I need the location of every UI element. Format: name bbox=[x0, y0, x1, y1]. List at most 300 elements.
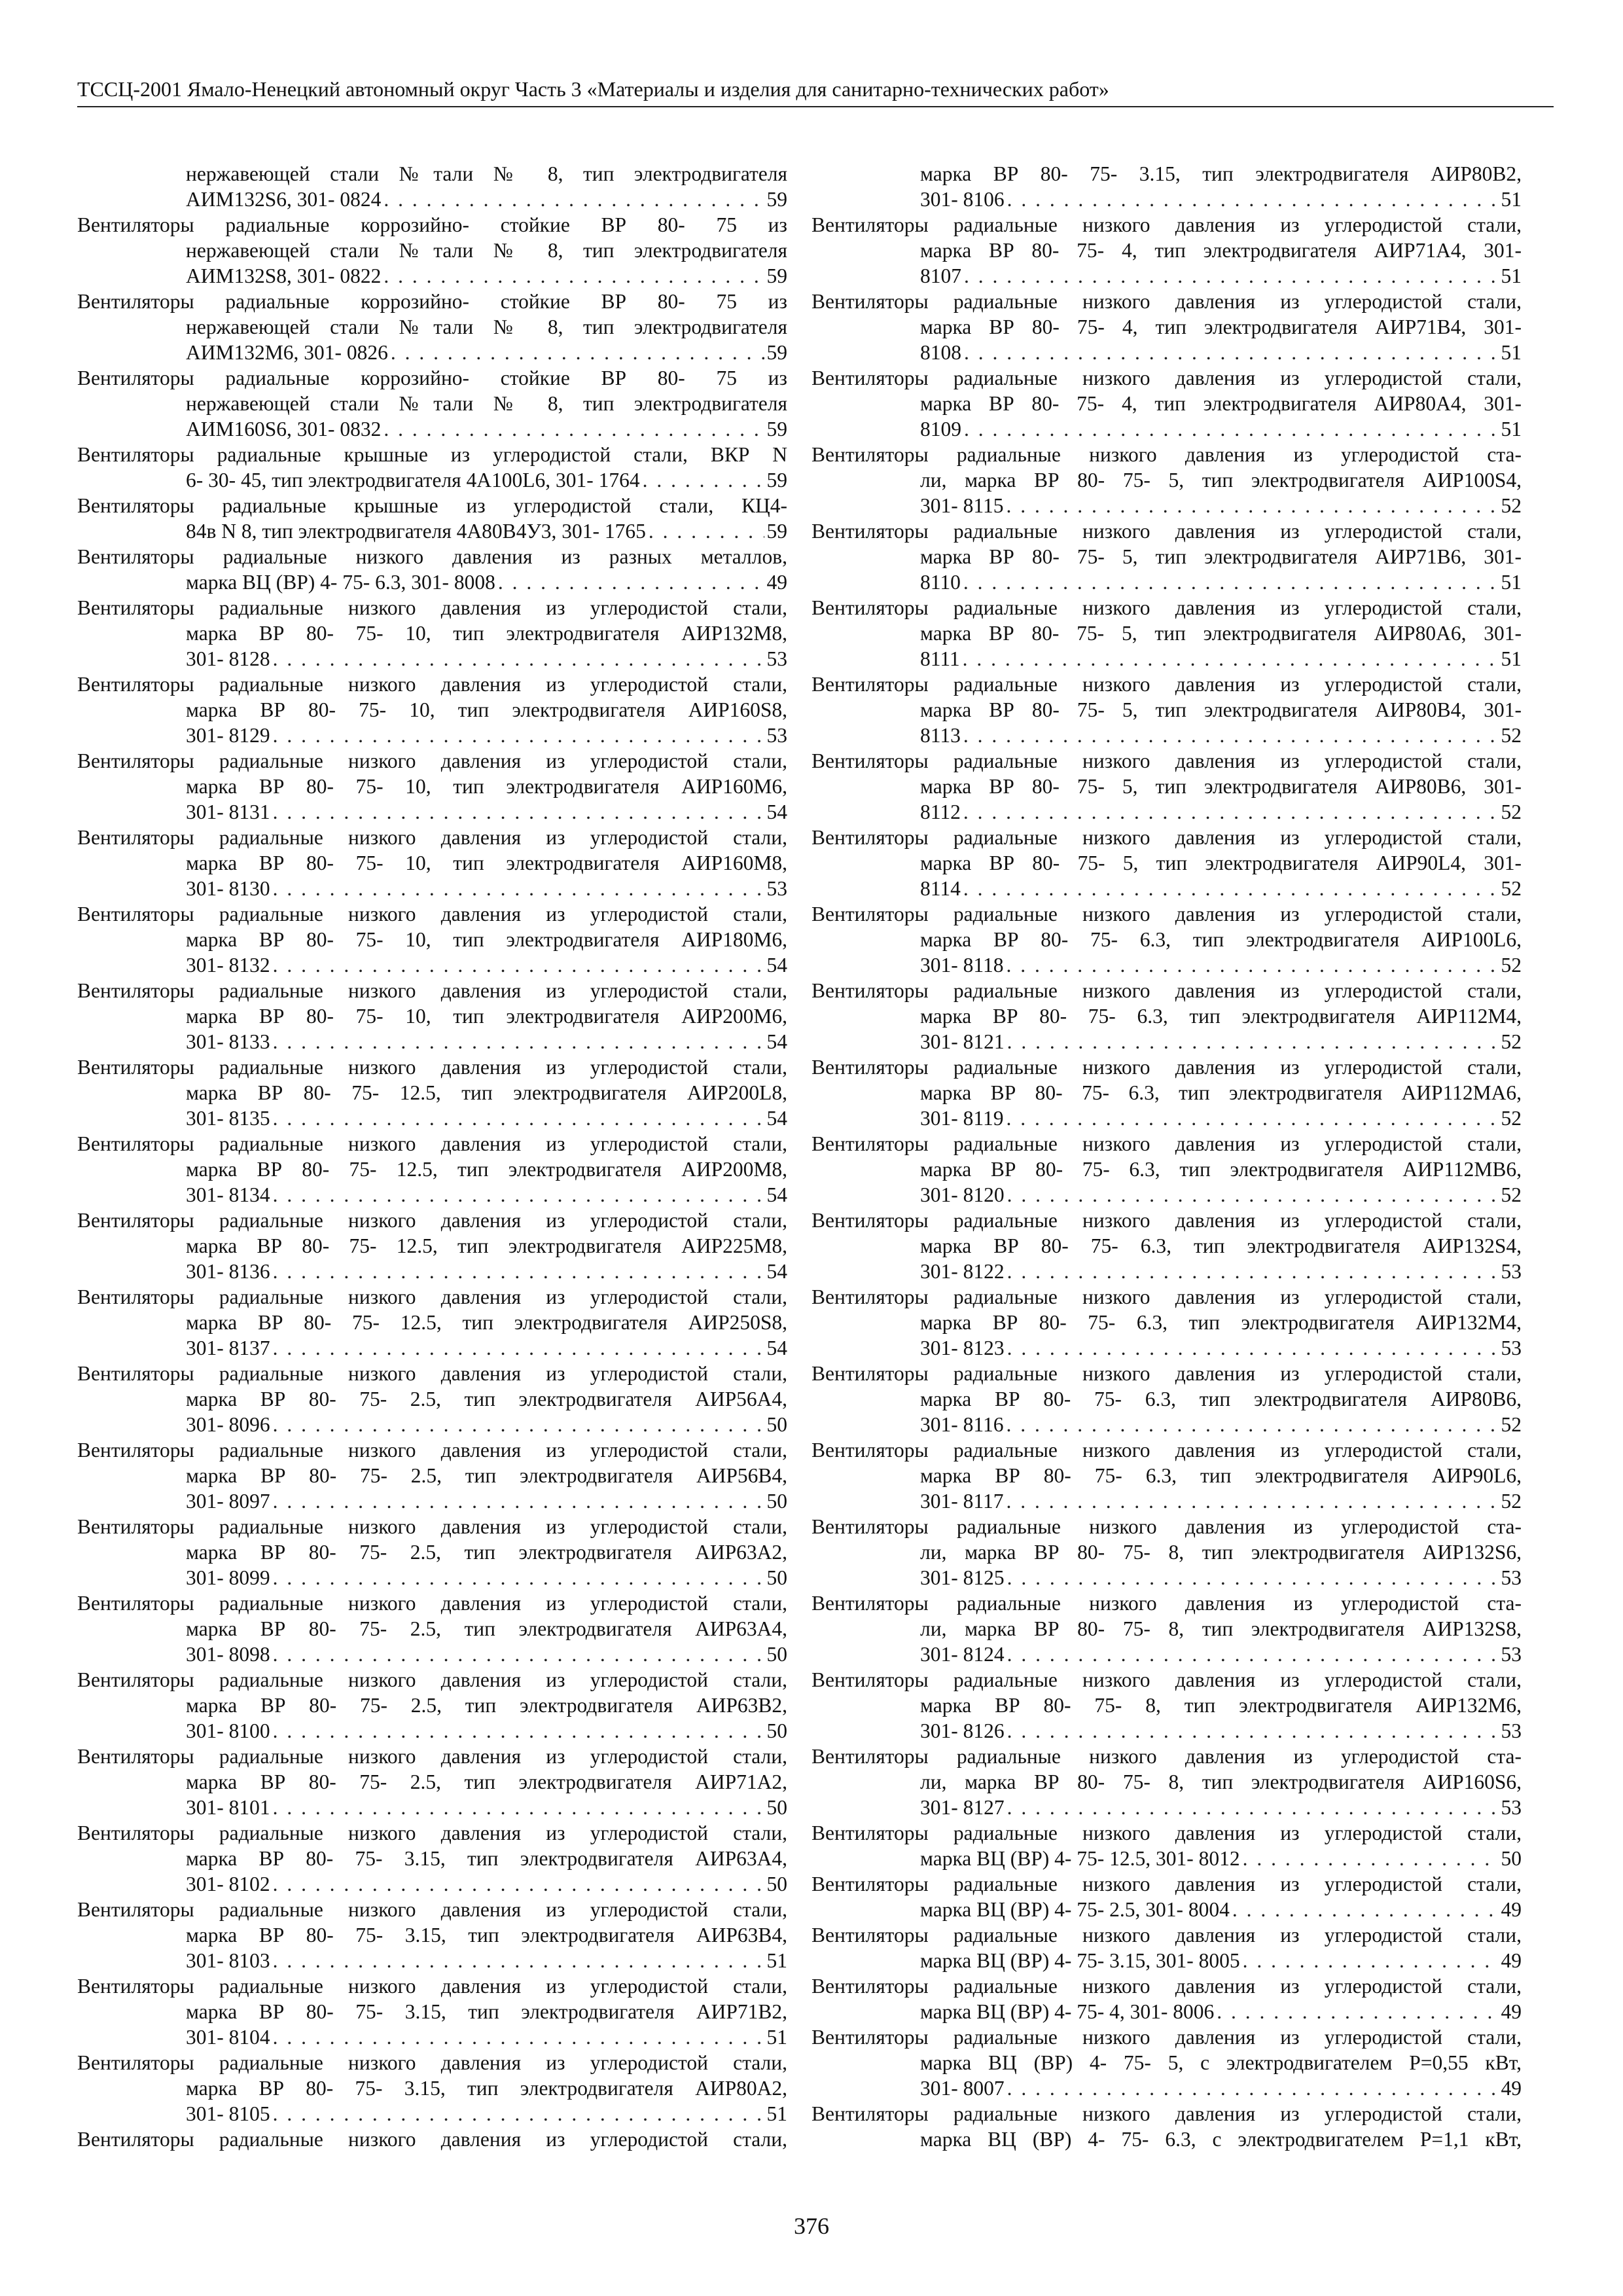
entry-code: 301- 8105 bbox=[186, 2102, 270, 2125]
entry-last-line bbox=[812, 416, 1522, 442]
index-entry bbox=[77, 672, 787, 748]
entry-page-number: 49 bbox=[1501, 1949, 1522, 1972]
index-entry bbox=[77, 1590, 787, 1667]
dot-leader bbox=[1007, 1335, 1499, 1361]
entry-code: 301- 8127 bbox=[920, 1796, 1005, 1819]
dot-leader bbox=[383, 187, 764, 212]
entry-page-number: 52 bbox=[1501, 800, 1522, 823]
entry-page-number: 51 bbox=[766, 2026, 787, 2049]
entry-continuation-line: марка ВР 80- 75- 3.15, тип электродвигателя АИР80А2, bbox=[186, 2077, 787, 2100]
index-entry bbox=[77, 1973, 787, 2050]
entry-continuation-line: марка ВР 80- 75- 3.15, тип электродвигателя АИР63А4, bbox=[186, 1847, 787, 1870]
entry-last-line bbox=[77, 2101, 787, 2126]
entry-code: 301- 8116 bbox=[920, 1413, 1004, 1436]
entry-page-number: 52 bbox=[1501, 1490, 1522, 1513]
entry-page-number: 52 bbox=[1501, 954, 1522, 977]
entry-page-number: 49 bbox=[1501, 1898, 1522, 1921]
index-entry bbox=[812, 1590, 1522, 1667]
entry-continuation-line: марка ВР 80- 75- 2.5, тип электродвигателя АИР63А4, bbox=[186, 1617, 787, 1640]
entry-page-number: 52 bbox=[1501, 1030, 1522, 1053]
entry-first-line: Вентиляторы радиальные крышные из углеродистой стали, КЦ4- bbox=[77, 494, 787, 517]
entry-first-line: Вентиляторы радиальные коррозийно- стойкие ВР 80- 75 из bbox=[77, 290, 787, 313]
entry-first-line: Вентиляторы радиальные низкого давления из углеродистой стали, bbox=[812, 1439, 1522, 1462]
entry-last-line bbox=[77, 1718, 787, 1744]
entry-continuation-line: ли, марка ВР 80- 75- 8, тип электродвигателя АИР160S6, bbox=[920, 1770, 1522, 1793]
entry-code: 301- 8099 bbox=[186, 1566, 270, 1589]
entry-page-number: 53 bbox=[1501, 1719, 1522, 1742]
entry-code: 8109 bbox=[920, 418, 961, 440]
entry-code: марка ВЦ (ВР) 4- 75- 4, 301- 8006 bbox=[920, 2000, 1215, 2023]
entry-code: 301- 8128 bbox=[186, 647, 270, 670]
index-entry bbox=[77, 1054, 787, 1131]
index-entry bbox=[812, 365, 1522, 442]
entry-page-number: 51 bbox=[1501, 418, 1522, 440]
entry-continuation-line: марка ВР 80- 75- 5, тип электродвигателя АИР71В6, 301- bbox=[920, 545, 1522, 568]
entry-code: 301- 8135 bbox=[186, 1107, 270, 1130]
entry-code: 301- 8134 bbox=[186, 1183, 270, 1206]
entry-last-line bbox=[812, 1565, 1522, 1590]
index-entry bbox=[812, 1871, 1522, 1922]
index-entry bbox=[77, 901, 787, 978]
entry-last-line bbox=[77, 416, 787, 442]
entry-last-line bbox=[812, 1897, 1522, 1922]
dot-leader bbox=[649, 518, 764, 544]
index-entry bbox=[812, 748, 1522, 825]
dot-leader bbox=[964, 416, 1499, 442]
index-entry bbox=[77, 1284, 787, 1361]
dot-leader bbox=[383, 263, 764, 289]
index-entry bbox=[77, 1514, 787, 1590]
index-entry bbox=[77, 595, 787, 672]
entry-code: АИМ132S6, 301- 0824 bbox=[186, 188, 382, 211]
entry-code: марка ВЦ (ВР) 4- 75- 12.5, 301- 8012 bbox=[920, 1847, 1240, 1870]
entry-code: 8112 bbox=[920, 800, 961, 823]
dot-leader bbox=[273, 1948, 764, 1973]
entry-page-number: 52 bbox=[1501, 494, 1522, 517]
entry-first-line: Вентиляторы радиальные низкого давления из углеродистой стали, bbox=[77, 1209, 787, 1232]
dot-leader bbox=[964, 340, 1499, 365]
index-entry bbox=[812, 518, 1522, 595]
entry-code: 301- 8123 bbox=[920, 1336, 1005, 1359]
entry-code: 301- 8125 bbox=[920, 1566, 1005, 1589]
entry-code: 301- 8103 bbox=[186, 1949, 270, 1972]
index-entry bbox=[812, 1208, 1522, 1284]
entry-page-number: 50 bbox=[766, 1873, 787, 1895]
entry-first-line: Вентиляторы радиальные низкого давления из углеродистой стали, bbox=[812, 520, 1522, 543]
entry-code: 8110 bbox=[920, 571, 961, 594]
entry-first-line: Вентиляторы радиальные низкого давления из углеродистой стали, bbox=[77, 1592, 787, 1615]
entry-code: 301- 8129 bbox=[186, 724, 270, 747]
entry-first-line: Вентиляторы радиальные низкого давления из углеродистой стали, bbox=[812, 2102, 1522, 2125]
dot-leader bbox=[1006, 952, 1498, 978]
entry-last-line bbox=[77, 340, 787, 365]
entry-code: 8111 bbox=[920, 647, 960, 670]
index-entry bbox=[77, 212, 787, 289]
entry-first-line: Вентиляторы радиальные низкого давления из углеродистой стали, bbox=[77, 1515, 787, 1538]
index-entry bbox=[77, 1208, 787, 1284]
entry-page-number: 54 bbox=[766, 800, 787, 823]
entry-page-number: 49 bbox=[1501, 2000, 1522, 2023]
entry-page-number: 51 bbox=[766, 1949, 787, 1972]
entry-first-line: Вентиляторы радиальные низкого давления из углеродистой ста- bbox=[812, 1745, 1522, 1768]
entry-last-line bbox=[77, 799, 787, 825]
entry-first-line: Вентиляторы радиальные низкого давления из углеродистой стали, bbox=[812, 367, 1522, 389]
entry-first-line: Вентиляторы радиальные низкого давления из разных металлов, bbox=[77, 545, 787, 568]
entry-code: 301- 8104 bbox=[186, 2026, 270, 2049]
entry-page-number: 49 bbox=[766, 571, 787, 594]
dot-leader bbox=[273, 952, 764, 978]
index-entry bbox=[77, 365, 787, 442]
entry-last-line bbox=[812, 1105, 1522, 1131]
entry-first-line: Вентиляторы радиальные низкого давления из углеродистой стали, bbox=[77, 1975, 787, 1998]
dot-leader bbox=[963, 799, 1499, 825]
entry-first-line: Вентиляторы радиальные низкого давления из углеродистой стали, bbox=[77, 596, 787, 619]
index-entry bbox=[812, 161, 1522, 212]
entry-continuation-line: нержавеющей стали №тали № 8, тип электродвигателя bbox=[186, 162, 787, 185]
entry-first-line: Вентиляторы радиальные низкого давления из углеродистой ста- bbox=[812, 1592, 1522, 1615]
index-entry bbox=[77, 748, 787, 825]
dot-leader bbox=[963, 646, 1499, 672]
entry-last-line bbox=[77, 2024, 787, 2050]
dot-leader bbox=[273, 1718, 764, 1744]
entry-code: 301- 8098 bbox=[186, 1643, 270, 1666]
entry-last-line bbox=[77, 876, 787, 901]
entry-continuation-line: марка ВР 80- 75- 2.5, тип электродвигателя АИР71А2, bbox=[186, 1770, 787, 1793]
entry-continuation-line: марка ВР 80- 75- 10, тип электродвигателя АИР160S8, bbox=[186, 698, 787, 721]
entry-continuation-line: марка ВР 80- 75- 12.5, тип электродвигателя АИР200М8, bbox=[186, 1158, 787, 1181]
entry-last-line bbox=[812, 723, 1522, 748]
entry-code: 6- 30- 45, тип электродвигателя 4А100L6, 301- 1764 bbox=[186, 469, 640, 492]
entry-code: 301- 8007 bbox=[920, 2077, 1005, 2100]
entry-code: 301- 8117 bbox=[920, 1490, 1004, 1513]
entry-code: 301- 8136 bbox=[186, 1260, 270, 1283]
dot-leader bbox=[1006, 1412, 1498, 1437]
dot-leader bbox=[273, 1565, 764, 1590]
entry-first-line: Вентиляторы радиальные низкого давления из углеродистой стали, bbox=[77, 1668, 787, 1691]
entry-continuation-line: марка ВЦ (ВР) 4- 75- 5, с электродвигателем Р=0,55 кВт, bbox=[920, 2051, 1522, 2074]
entry-page-number: 59 bbox=[766, 341, 787, 364]
entry-page-number: 51 bbox=[1501, 188, 1522, 211]
index-entry bbox=[812, 1667, 1522, 1744]
entry-continuation-line: марка ВР 80- 75- 6.3, тип электродвигателя АИР90L6, bbox=[920, 1464, 1522, 1487]
dot-leader bbox=[498, 569, 764, 595]
entry-continuation-line: нержавеющей стали №тали № 8, тип электродвигателя bbox=[186, 315, 787, 338]
entry-last-line bbox=[77, 1335, 787, 1361]
index-entry bbox=[77, 493, 787, 544]
entry-last-line bbox=[812, 1846, 1522, 1871]
dot-leader bbox=[1232, 1897, 1499, 1922]
entry-first-line: Вентиляторы радиальные низкого давления из углеродистой стали, bbox=[812, 213, 1522, 236]
index-entry bbox=[812, 1284, 1522, 1361]
entry-last-line bbox=[812, 1412, 1522, 1437]
dot-leader bbox=[273, 799, 764, 825]
entry-continuation-line: марка ВР 80- 75- 6.3, тип электродвигателя АИР100L6, bbox=[920, 928, 1522, 951]
index-entry bbox=[812, 1922, 1522, 1973]
index-entry bbox=[812, 2101, 1522, 2152]
entry-first-line: Вентиляторы радиальные низкого давления из углеродистой стали, bbox=[812, 1668, 1522, 1691]
entry-last-line bbox=[812, 1182, 1522, 1208]
entry-last-line bbox=[77, 263, 787, 289]
entry-last-line bbox=[77, 1871, 787, 1897]
entry-continuation-line: марка ВР 80- 75- 6.3, тип электродвигателя АИР80В6, bbox=[920, 1388, 1522, 1410]
entry-last-line bbox=[77, 1412, 787, 1437]
entry-last-line bbox=[812, 1641, 1522, 1667]
dot-leader bbox=[391, 340, 764, 365]
index-entry bbox=[812, 1131, 1522, 1208]
index-entry bbox=[77, 289, 787, 365]
entry-first-line: Вентиляторы радиальные низкого давления из углеродистой стали, bbox=[77, 2051, 787, 2074]
dot-leader bbox=[1007, 1029, 1499, 1054]
entry-first-line: Вентиляторы радиальные низкого давления из углеродистой стали, bbox=[812, 1873, 1522, 1895]
entry-last-line bbox=[812, 952, 1522, 978]
entry-first-line: Вентиляторы радиальные низкого давления из углеродистой стали, bbox=[812, 290, 1522, 313]
page-header: ТССЦ-2001 Ямало-Ненецкий автономный округ Часть 3 «Материалы и изделия для санитарно-технических работ» bbox=[77, 77, 1109, 101]
index-entry bbox=[77, 161, 787, 212]
dot-leader bbox=[1007, 1641, 1499, 1667]
entry-last-line bbox=[812, 340, 1522, 365]
entry-first-line: Вентиляторы радиальные низкого давления из углеродистой стали, bbox=[812, 1056, 1522, 1079]
index-entry bbox=[77, 1437, 787, 1514]
entry-last-line bbox=[77, 569, 787, 595]
entry-continuation-line: марка ВЦ (ВР) 4- 75- 6.3, с электродвигателем Р=1,1 кВт, bbox=[920, 2128, 1522, 2151]
index-entry bbox=[812, 672, 1522, 748]
entry-first-line: Вентиляторы радиальные низкого давления из углеродистой стали, bbox=[812, 1821, 1522, 1844]
dot-leader bbox=[1217, 1999, 1498, 2024]
entry-page-number: 51 bbox=[766, 2102, 787, 2125]
entry-first-line: Вентиляторы радиальные низкого давления из углеродистой стали, bbox=[812, 826, 1522, 849]
entry-page-number: 52 bbox=[1501, 1107, 1522, 1130]
entry-last-line bbox=[812, 1948, 1522, 1973]
entry-page-number: 50 bbox=[766, 1643, 787, 1666]
entry-last-line bbox=[77, 1029, 787, 1054]
dot-leader bbox=[273, 876, 764, 901]
entry-page-number: 53 bbox=[1501, 1260, 1522, 1283]
entry-continuation-line: марка ВР 80- 75- 12.5, тип электродвигателя АИР200L8, bbox=[186, 1081, 787, 1104]
entry-last-line bbox=[812, 1335, 1522, 1361]
entry-code: 301- 8101 bbox=[186, 1796, 270, 1819]
entry-last-line bbox=[77, 1795, 787, 1820]
entry-first-line: Вентиляторы радиальные низкого давления из углеродистой стали, bbox=[77, 1132, 787, 1155]
dot-leader bbox=[273, 1182, 764, 1208]
index-entry bbox=[812, 442, 1522, 518]
index-entry bbox=[812, 212, 1522, 289]
entry-page-number: 51 bbox=[1501, 341, 1522, 364]
entry-continuation-line: марка ВР 80- 75- 6.3, тип электродвигателя АИР112М4, bbox=[920, 1005, 1522, 1028]
entry-code: АИМ132S8, 301- 0822 bbox=[186, 264, 382, 287]
entry-page-number: 59 bbox=[766, 264, 787, 287]
index-entry bbox=[77, 978, 787, 1054]
dot-leader bbox=[273, 2024, 764, 2050]
entry-continuation-line: марка ВР 80- 75- 6.3, тип электродвигателя АИР132S4, bbox=[920, 1234, 1522, 1257]
entry-code: 301- 8118 bbox=[920, 954, 1004, 977]
entry-code: 8108 bbox=[920, 341, 961, 364]
entry-page-number: 53 bbox=[766, 877, 787, 900]
index-entry bbox=[812, 595, 1522, 672]
dot-leader bbox=[963, 723, 1499, 748]
entry-page-number: 51 bbox=[1501, 264, 1522, 287]
index-entry bbox=[77, 2050, 787, 2126]
entry-code: 301- 8130 bbox=[186, 877, 270, 900]
entry-first-line: Вентиляторы радиальные низкого давления из углеродистой стали, bbox=[812, 596, 1522, 619]
entry-continuation-line: марка ВР 80- 75- 10, тип электродвигателя АИР160М8, bbox=[186, 852, 787, 874]
dot-leader bbox=[273, 1029, 764, 1054]
entry-page-number: 53 bbox=[1501, 1336, 1522, 1359]
entry-continuation-line: марка ВР 80- 75- 6.3, тип электродвигателя АИР132М4, bbox=[920, 1311, 1522, 1334]
entry-continuation-line: марка ВР 80- 75- 4, тип электродвигателя АИР80А4, 301- bbox=[920, 392, 1522, 415]
entry-continuation-line: марка ВР 80- 75- 8, тип электродвигателя АИР132М6, bbox=[920, 1694, 1522, 1717]
page-number: 376 bbox=[794, 2213, 829, 2239]
entry-last-line bbox=[77, 1105, 787, 1131]
entry-first-line: Вентиляторы радиальные низкого давления из углеродистой стали, bbox=[812, 749, 1522, 772]
index-entry bbox=[812, 1514, 1522, 1590]
dot-leader bbox=[383, 416, 764, 442]
entry-code: 301- 8122 bbox=[920, 1260, 1005, 1283]
index-entry bbox=[77, 825, 787, 901]
index-entry bbox=[812, 1437, 1522, 1514]
entry-first-line: Вентиляторы радиальные низкого давления из углеродистой стали, bbox=[812, 673, 1522, 696]
entry-first-line: Вентиляторы радиальные низкого давления из углеродистой стали, bbox=[812, 1362, 1522, 1385]
entry-first-line: Вентиляторы радиальные низкого давления из углеродистой стали, bbox=[77, 1439, 787, 1462]
entry-page-number: 59 bbox=[766, 520, 787, 543]
index-entry bbox=[77, 442, 787, 493]
entry-page-number: 54 bbox=[766, 1260, 787, 1283]
entry-first-line: Вентиляторы радиальные низкого давления из углеродистой ста- bbox=[812, 1515, 1522, 1538]
index-entry bbox=[77, 1667, 787, 1744]
entry-code: 301- 8126 bbox=[920, 1719, 1005, 1742]
entry-page-number: 51 bbox=[1501, 571, 1522, 594]
entry-continuation-line: марка ВР 80- 75- 6.3, тип электродвигателя АИР112МА6, bbox=[920, 1081, 1522, 1104]
entry-continuation-line: марка ВР 80- 75- 2.5, тип электродвигателя АИР63А2, bbox=[186, 1541, 787, 1564]
index-entry bbox=[77, 1361, 787, 1437]
entry-last-line bbox=[77, 952, 787, 978]
dot-leader bbox=[1007, 2075, 1499, 2101]
entry-last-line bbox=[812, 876, 1522, 901]
entry-first-line: Вентиляторы радиальные низкого давления из углеродистой стали, bbox=[812, 2026, 1522, 2049]
entry-last-line bbox=[812, 187, 1522, 212]
entry-continuation-line: марка ВР 80- 75- 2.5, тип электродвигателя АИР56В4, bbox=[186, 1464, 787, 1487]
entry-first-line: Вентиляторы радиальные низкого давления из углеродистой стали, bbox=[77, 673, 787, 696]
entry-last-line bbox=[77, 1182, 787, 1208]
entry-code: 301- 8115 bbox=[920, 494, 1004, 517]
entry-last-line bbox=[77, 467, 787, 493]
entry-code: марка ВЦ (ВР) 4- 75- 3.15, 301- 8005 bbox=[920, 1949, 1240, 1972]
entry-last-line bbox=[812, 2075, 1522, 2101]
dot-leader bbox=[273, 1795, 764, 1820]
entry-page-number: 54 bbox=[766, 1336, 787, 1359]
entry-page-number: 52 bbox=[1501, 1183, 1522, 1206]
entry-code: марка ВЦ (ВР) 4- 75- 2.5, 301- 8004 bbox=[920, 1898, 1230, 1921]
index-column-left bbox=[77, 161, 787, 2152]
entry-last-line bbox=[812, 1718, 1522, 1744]
entry-code: 84в N 8, тип электродвигателя 4А80В4У3, 301- 1765 bbox=[186, 520, 646, 543]
index-entry bbox=[77, 1820, 787, 1897]
entry-page-number: 53 bbox=[1501, 1796, 1522, 1819]
entry-page-number: 52 bbox=[1501, 1413, 1522, 1436]
entry-continuation-line: марка ВР 80- 75- 12.5, тип электродвигателя АИР225М8, bbox=[186, 1234, 787, 1257]
entry-code: 301- 8124 bbox=[920, 1643, 1005, 1666]
entry-first-line: Вентиляторы радиальные низкого давления из углеродистой стали, bbox=[77, 749, 787, 772]
entry-first-line: Вентиляторы радиальные низкого давления из углеродистой стали, bbox=[77, 1745, 787, 1768]
entry-page-number: 49 bbox=[1501, 2077, 1522, 2100]
entry-page-number: 59 bbox=[766, 188, 787, 211]
entry-first-line: Вентиляторы радиальные низкого давления из углеродистой стали, bbox=[77, 1285, 787, 1308]
entry-page-number: 50 bbox=[766, 1413, 787, 1436]
entry-page-number: 50 bbox=[766, 1566, 787, 1589]
entry-page-number: 50 bbox=[1501, 1847, 1522, 1870]
dot-leader bbox=[1007, 187, 1499, 212]
entry-first-line: Вентиляторы радиальные низкого давления из углеродистой стали, bbox=[77, 903, 787, 925]
index-entry bbox=[812, 1973, 1522, 2024]
entry-last-line bbox=[77, 518, 787, 544]
entry-continuation-line: марка ВР 80- 75- 5, тип электродвигателя АИР80В6, 301- bbox=[920, 775, 1522, 798]
index-entry bbox=[812, 2024, 1522, 2101]
entry-page-number: 52 bbox=[1501, 877, 1522, 900]
entry-last-line bbox=[77, 1259, 787, 1284]
entry-last-line bbox=[77, 1488, 787, 1514]
entry-continuation-line: марка ВР 80- 75- 5, тип электродвигателя АИР80А6, 301- bbox=[920, 622, 1522, 645]
index-entry bbox=[812, 1054, 1522, 1131]
dot-leader bbox=[1243, 1846, 1499, 1871]
entry-last-line bbox=[812, 799, 1522, 825]
entry-first-line: Вентиляторы радиальные низкого давления из углеродистой стали, bbox=[77, 1056, 787, 1079]
entry-code: АИМ132М6, 301- 0826 bbox=[186, 341, 388, 364]
dot-leader bbox=[273, 1488, 764, 1514]
entry-first-line: Вентиляторы радиальные крышные из углеродистой стали, ВКР N bbox=[77, 443, 787, 466]
entry-last-line bbox=[812, 1029, 1522, 1054]
entry-code: марка ВЦ (ВР) 4- 75- 6.3, 301- 8008 bbox=[186, 571, 495, 594]
index-entry bbox=[812, 901, 1522, 978]
entry-continuation-line: марка ВР 80- 75- 10, тип электродвигателя АИР160М6, bbox=[186, 775, 787, 798]
entry-continuation-line: марка ВР 80- 75- 10, тип электродвигателя АИР132М8, bbox=[186, 622, 787, 645]
dot-leader bbox=[1007, 1718, 1499, 1744]
entry-continuation-line: марка ВР 80- 75- 2.5, тип электродвигателя АИР63В2, bbox=[186, 1694, 787, 1717]
dot-leader bbox=[273, 1871, 764, 1897]
entry-last-line bbox=[812, 1795, 1522, 1820]
dot-leader bbox=[643, 467, 764, 493]
dot-leader bbox=[1006, 1488, 1498, 1514]
entry-page-number: 53 bbox=[766, 647, 787, 670]
dot-leader bbox=[273, 1105, 764, 1131]
dot-leader bbox=[1007, 1259, 1499, 1284]
index-entry bbox=[812, 825, 1522, 901]
entry-last-line bbox=[812, 263, 1522, 289]
entry-code: 301- 8100 bbox=[186, 1719, 270, 1742]
entry-code: 301- 8102 bbox=[186, 1873, 270, 1895]
entry-first-line: Вентиляторы радиальные низкого давления из углеродистой стали, bbox=[812, 1132, 1522, 1155]
entry-page-number: 50 bbox=[766, 1719, 787, 1742]
entry-continuation-line: марка ВР 80- 75- 10, тип электродвигателя АИР200М6, bbox=[186, 1005, 787, 1028]
entry-first-line: Вентиляторы радиальные низкого давления из углеродистой стали, bbox=[812, 979, 1522, 1002]
dot-leader bbox=[1007, 1182, 1499, 1208]
entry-continuation-line: марка ВР 80- 75- 3.15, тип электродвигателя АИР80В2, bbox=[920, 162, 1522, 185]
index-entry bbox=[812, 1744, 1522, 1820]
dot-leader bbox=[273, 1335, 764, 1361]
entry-continuation-line: нержавеющей стали №тали № 8, тип электродвигателя bbox=[186, 239, 787, 262]
index-entry bbox=[77, 1744, 787, 1820]
entry-last-line bbox=[812, 1259, 1522, 1284]
entry-code: 8107 bbox=[920, 264, 961, 287]
entry-page-number: 59 bbox=[766, 469, 787, 492]
dot-leader bbox=[273, 1641, 764, 1667]
entry-last-line bbox=[812, 569, 1522, 595]
entry-last-line bbox=[77, 1565, 787, 1590]
index-entry bbox=[812, 1361, 1522, 1437]
entry-first-line: Вентиляторы радиальные низкого давления из углеродистой стали, bbox=[77, 2128, 787, 2151]
index-column-right bbox=[812, 161, 1522, 2152]
entry-code: 301- 8097 bbox=[186, 1490, 270, 1513]
entry-first-line: Вентиляторы радиальные низкого давления из углеродистой стали, bbox=[77, 1821, 787, 1844]
entry-page-number: 54 bbox=[766, 1107, 787, 1130]
